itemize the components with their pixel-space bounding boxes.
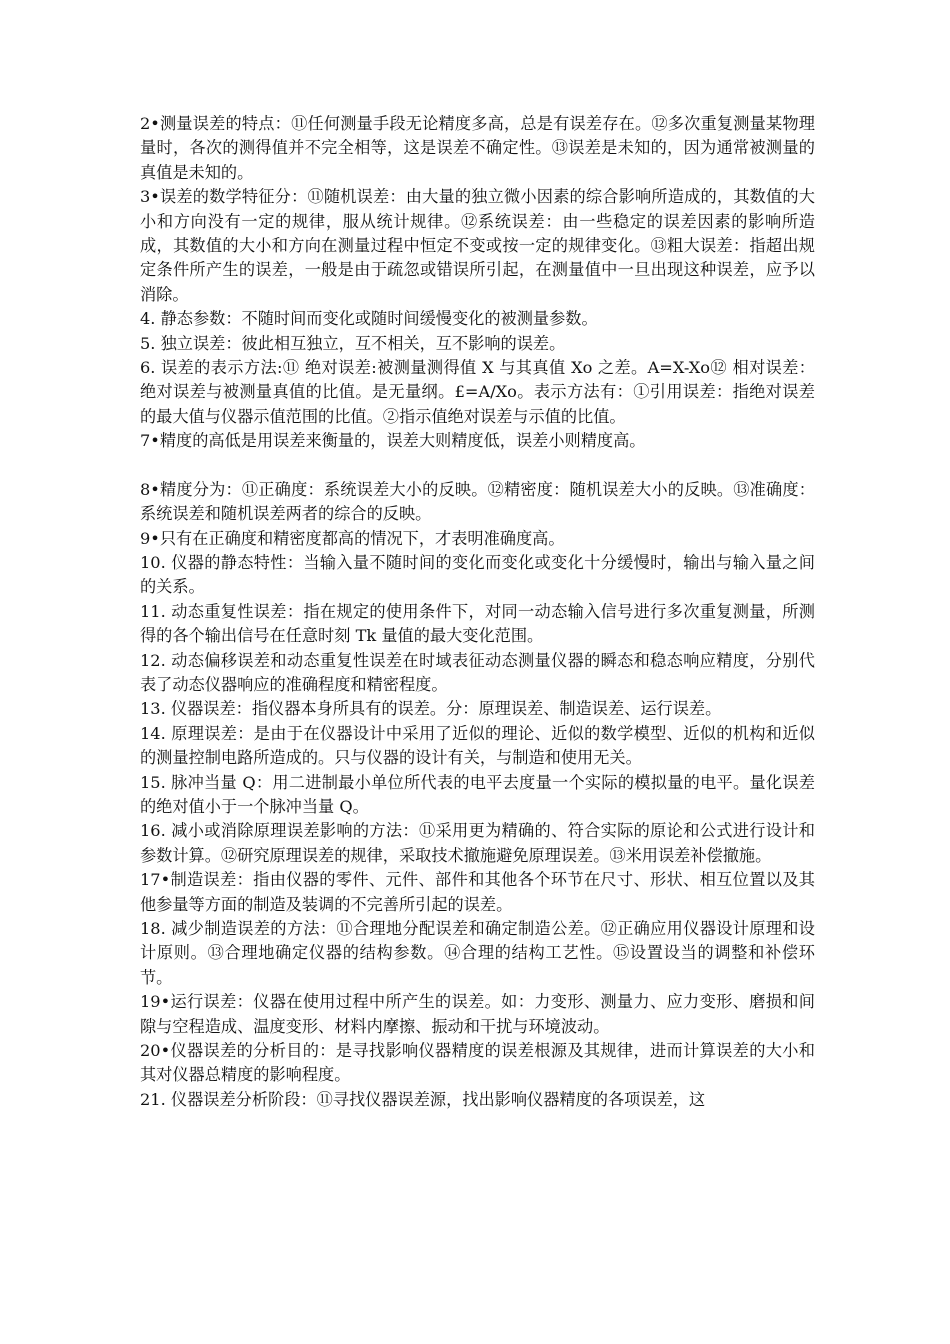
paragraph-17: 17•制造误差：指由仪器的零件、元件、部件和其他各个环节在尺寸、形状、相互位置以及其他参量等方面的制造及装调的不完善所引起的误差。	[140, 870, 815, 914]
paragraph-11: 11. 动态重复性误差：指在规定的使用条件下，对同一动态输入信号进行多次重复测量，所测得的各个输出信号在任意时刻 Tk 量值的最大变化范围。	[140, 601, 815, 646]
paragraph-14: 14. 原理误差：是由于在仪器设计中采用了近似的理论、近似的数学模型、近似的机构和近似的测量控制电路所造成的。只与仪器的设计有关，与制造和使用无关。	[140, 723, 815, 768]
paragraph-9: 9•只有在正确度和精密度都高的情况下，才表明准确度高。	[140, 528, 565, 548]
paragraph-4: 4. 静态参数：不随时间而变化或随时间缓慢变化的被测量参数。	[140, 309, 598, 329]
paragraph-7: 7•精度的高低是用误差来衡量的，误差大则精度低，误差小则精度高。	[140, 431, 646, 451]
document-body	[140, 112, 815, 1112]
paragraph-13: 13. 仪器误差：指仪器本身所具有的误差。分：原理误差、制造误差、运行误差。	[140, 699, 722, 719]
paragraph-12: 12. 动态偏移误差和动态重复性误差在时域表征动态测量仪器的瞬态和稳态响应精度，分别代表了动态仪器响应的准确程度和精密程度。	[140, 650, 815, 694]
paragraph-16: 16. 减小或消除原理误差影响的方法：⑪采用更为精确的、符合实际的原论和公式进行设计和参数计算。⑫研究原理误差的规律，采取技术撤施避免原理误差。⑬米用误差补偿撤施。	[140, 821, 815, 865]
paragraph-20: 20•仪器误差的分析目的：是寻找影响仪器精度的误差根源及其规律，进而计算误差的大小和其对仪器总精度的影响程度。	[140, 1041, 815, 1085]
paragraph-2: 2•测量误差的特点：⑪任何测量手段无论精度多高，总是有误差存在。⑫多次重复测量某物理量时，各次的测得值并不完全相等，这是误差不确定性。⑬误差是未知的，因为通常被测量的真值是未知的。	[140, 114, 815, 182]
paragraph-5: 5. 独立误差：彼此相互独立，互不相关，互不影响的误差。	[140, 333, 566, 353]
paragraph-21: 21. 仪器误差分析阶段：⑪寻找仪器误差源，找出影响仪器精度的各项误差，这	[140, 1089, 706, 1109]
paragraph-6: 6. 误差的表示方法:⑪ 绝对误差:被测量测得值 X 与其真值 Xo 之差。A=X-Xo⑫ 相对误差：绝对误差与被测量真值的比值。是无量纲。£=A/Xo。表示方法有：①引用误差：指绝对误差的最大值与仪器示值范围的比值。②指示值绝对误差与示值的比值。	[140, 358, 815, 426]
paragraph-15: 15. 脉冲当量 Q：用二进制最小单位所代表的电平去度量一个实际的模拟量的电平。量化误差的绝对值小于一个脉冲当量 Q。	[140, 772, 815, 816]
paragraph-3: 3•误差的数学特征分：⑪随机误差：由大量的独立微小因素的综合影响所造成的，其数值的大小和方向没有一定的规律，服从统计规律。⑫系统误差：由一些稳定的误差因素的影响所造成，其数值的大小和方向在测量过程中恒定不变或按一定的规律变化。⑬粗大误差：指超出规定条件所产生的误差，一般是由于疏忽或错误所引起，在测量值中一旦出现这种误差，应予以消除。	[140, 187, 815, 304]
paragraph-18: 18. 减少制造误差的方法：⑪合理地分配误差和确定制造公差。⑫正确应用仪器设计原理和设计原则。⑬合理地确定仪器的结构参数。⑭合理的结构工艺性。⑮设置设当的调整和补偿环节。	[140, 919, 815, 987]
paragraph-10: 10. 仪器的静态特性：当输入量不随时间的变化而变化或变化十分缓慢时，输出与输入量之间的关系。	[140, 552, 815, 597]
paragraph-8: 8•精度分为：⑪正确度：系统误差大小的反映。⑫精密度：随机误差大小的反映。⑬准确度：系统误差和随机误差两者的综合的反映。	[140, 479, 815, 524]
paragraph-19: 19•运行误差：仪器在使用过程中所产生的误差。如：力变形、测量力、应力变形、磨损和间隙与空程造成、温度变形、材料内摩擦、振动和干扰与环境波动。	[140, 992, 815, 1036]
